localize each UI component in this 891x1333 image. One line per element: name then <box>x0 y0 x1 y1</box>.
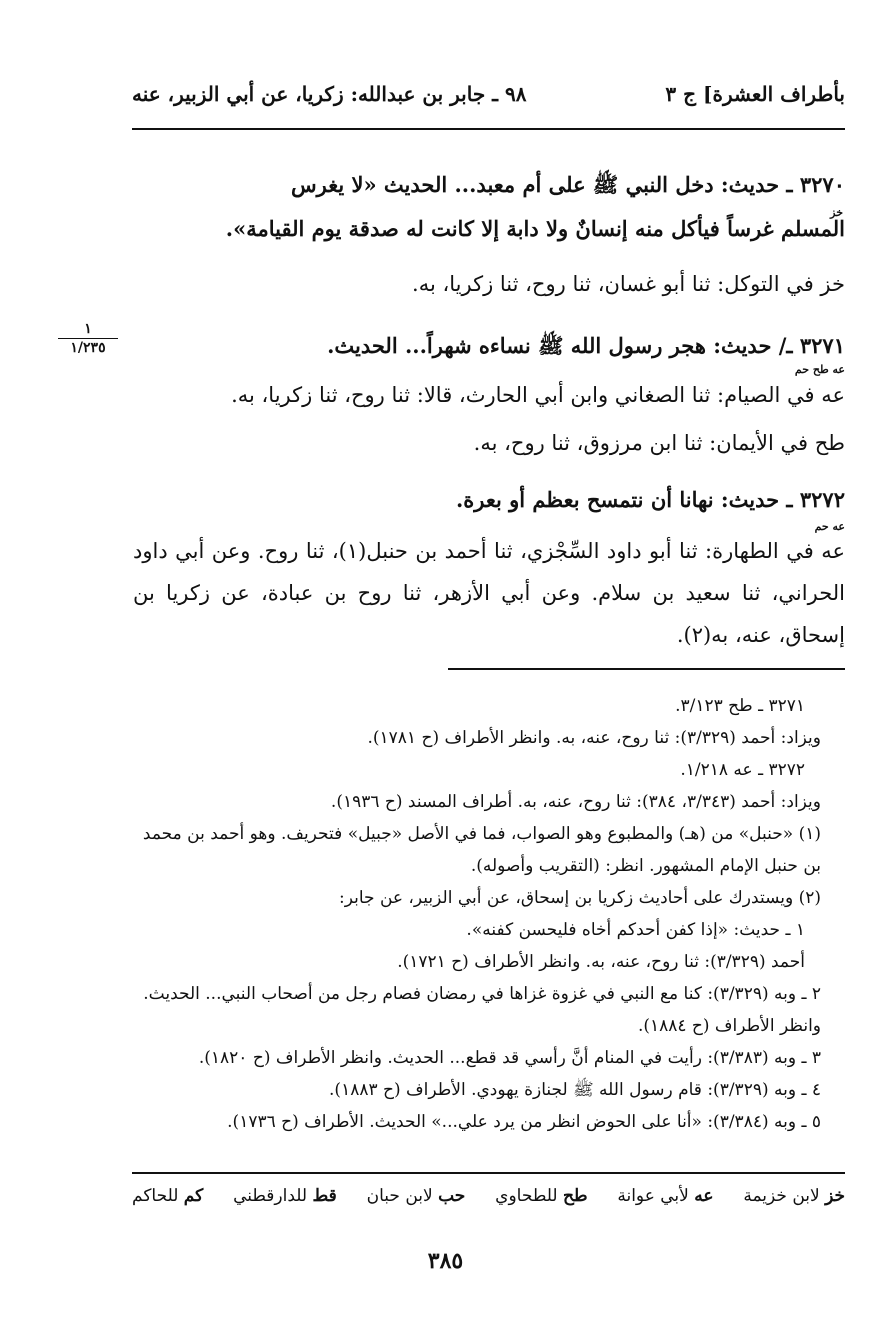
legend-label: للدارقطني <box>233 1186 308 1206</box>
entry-3270-text <box>133 163 845 251</box>
margin-folio-note <box>58 320 118 357</box>
siglum-legend <box>132 1186 845 1206</box>
running-header-chapter: ٩٨ ـ جابر بن عبدالله: زكريا، عن أبي الزبير، عنه <box>132 82 527 106</box>
margin-folio-top: ١ <box>58 320 118 339</box>
footnote-line: ٣٢٧٢ ـ عه ١/٢١٨. <box>680 760 805 780</box>
entry-3271-line1: ٣٢٧١ ـ/ حديث: هجر رسول الله ﷺ نساءه شهراً... الحديث. <box>327 333 845 358</box>
footnote-line: ١ ـ حديث: «إذا كفن أحدكم أخاه فليحسن كفنه». <box>466 920 805 940</box>
entry-3270-source: خز في التوكل: ثنا أبو غسان، ثنا روح، ثنا زكريا، به. <box>412 272 845 296</box>
footnotes <box>133 690 845 1138</box>
entry-3271-source-1: عه في الصيام: ثنا الصغاني وابن أبي الحارث، قالا: ثنا روح، ثنا زكريا، به. <box>231 383 845 407</box>
footnote-line: ٣ ـ وبه (٣/٣٨٣): رأيت في المنام أنَّ رأسي قد قطع... الحديث. وانظر الأطراف (ح ١٨٢٠). <box>198 1048 821 1068</box>
legend-label: لأبي عوانة <box>617 1186 689 1206</box>
legend-label: للحاكم <box>132 1186 179 1206</box>
entry-3272-body: عه في الطهارة: ثنا أبو داود السِّجْزي، ثنا أحمد بن حنبل(١)، ثنا روح. وعن أبي داود الحراني، ثنا سعيد بن سلام. وعن أبي الأزهر، ثنا روح بن عبادة، عن زكريا بن إسحاق، عنه، به(٢). <box>133 539 846 647</box>
footnote-line: ٤ ـ وبه (٣/٣٢٩): قام رسول الله ﷺ لجنازة يهودي. الأطراف (ح ١٨٨٣). <box>329 1080 821 1100</box>
footnote-line: ويزاد: أحمد (٣/٣٤٣، ٣٨٤): ثنا روح، عنه، به. أطراف المسند (ح ١٩٣٦). <box>330 792 821 812</box>
footnote-line: (١) «حنبل» من (هـ) والمطبوع وهو الصواب، فما في الأصل «جبيل» فتحريف. وهو أحمد بن محمد بن حنبل الإمام المشهور. انظر: (التقريب وأصوله). <box>142 824 821 876</box>
entry-3270-line2: المسلم غرساً فيأكل منه إنسانٌ ولا دابة إلا كانت له صدقة يوم القيامة». <box>225 216 845 241</box>
footnote-line: (٢) ويستدرك على أحاديث زكريا بن إسحاق، عن أبي الزبير، عن جابر: <box>339 888 821 908</box>
legend-item <box>495 1186 587 1206</box>
page-number: ٣٨٥ <box>427 1248 464 1274</box>
footnote-line: ٣٢٧١ ـ طح ٣/١٢٣. <box>675 696 805 716</box>
footnote-line: ٥ ـ وبه (٣/٣٨٤): «أنا على الحوض انظر من يرد علي...» الحديث. الأطراف (ح ١٧٣٦). <box>227 1112 821 1132</box>
legend-rule <box>132 1172 845 1174</box>
legend-label: لابن حبان <box>366 1186 433 1206</box>
entry-3271-sigla: عه طح حم <box>794 363 845 376</box>
legend-item <box>743 1186 845 1206</box>
legend-code: قط <box>312 1186 337 1206</box>
footnote-line: ويزاد: أحمد (٣/٣٢٩): ثنا روح، عنه، به. وانظر الأطراف (ح ١٧٨١). <box>367 728 821 748</box>
legend-item <box>132 1186 203 1206</box>
legend-item <box>367 1186 466 1206</box>
legend-code: خز <box>825 1186 845 1206</box>
legend-code: حب <box>438 1186 466 1206</box>
running-header-book: بأطراف العشرة] ج ٣ <box>665 82 845 106</box>
legend-label: للطحاوي <box>495 1186 558 1206</box>
legend-code: كم <box>183 1186 204 1206</box>
footnote-separator <box>448 668 845 670</box>
entry-3270-line1: ٣٢٧٠ ـ حديث: دخل النبي ﷺ على أم معبد... الحديث «لا يغرس <box>290 172 845 197</box>
entry-3272-line1: ٣٢٧٢ ـ حديث: نهانا أن نتمسح بعظم أو بعرة. <box>455 487 845 512</box>
footnote-line: ٢ ـ وبه (٣/٣٢٩): كنا مع النبي في غزوة غزاها في رمضان فصام رجل من أصحاب النبي... الحديث. وانظر الأطراف (ح ١٨٨٤). <box>143 984 821 1036</box>
entry-3270-sigla: خز <box>830 206 843 219</box>
legend-item <box>617 1186 713 1206</box>
legend-item <box>233 1186 337 1206</box>
legend-code: عه <box>694 1186 714 1206</box>
legend-label: لابن خزيمة <box>743 1186 820 1206</box>
footnote-line: أحمد (٣/٣٢٩): ثنا روح، عنه، به. وانظر الأطراف (ح ١٧٢١). <box>397 952 805 972</box>
entry-3272-sigla: عه حم <box>814 520 845 533</box>
margin-folio-bottom: ١/٢٣٥ <box>70 340 106 356</box>
entry-3271-source-2: طح في الأيمان: ثنا ابن مرزوق، ثنا روح، به. <box>473 431 845 455</box>
legend-code: طح <box>562 1186 588 1206</box>
header-rule <box>132 128 845 130</box>
